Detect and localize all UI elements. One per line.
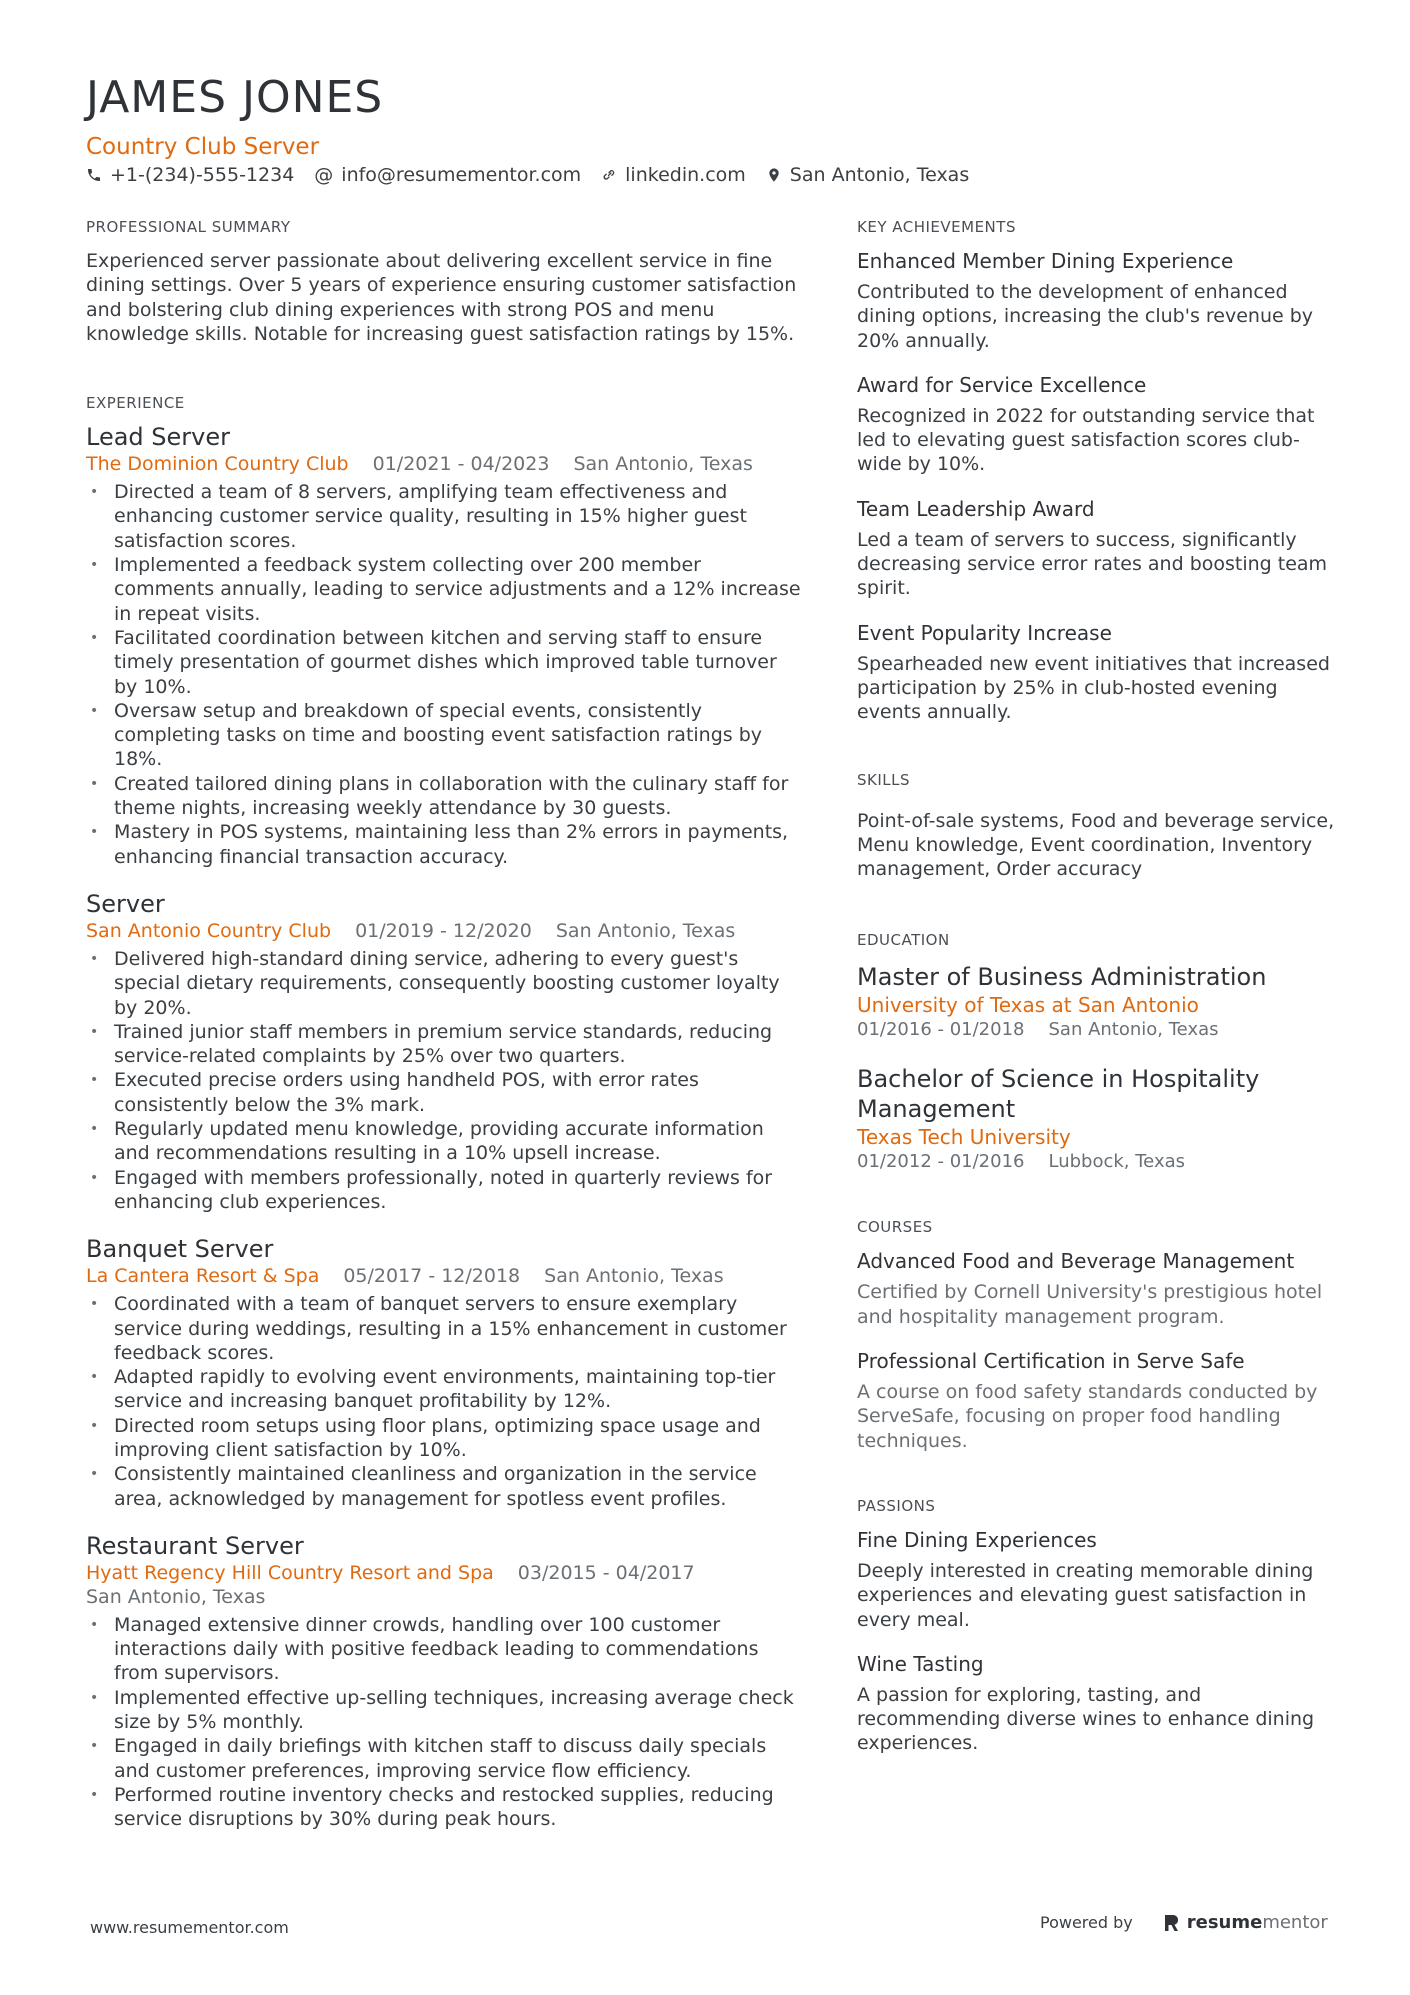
job-entry [86,1531,802,1832]
achievement-title: Enhanced Member Dining Experience [857,249,1234,273]
course-title: Advanced Food and Beverage Management [857,1249,1295,1274]
job-bullet: • Implemented effective up-selling techniques, increasing average check size by 5% monthly. [86,1686,802,1735]
job-title: Server [86,889,165,918]
job-bullet: • Delivered high-standard dining service, adhering to every guest's special dietary requirements, consequently boosting customer loyalty by 20%. [86,947,802,1020]
achievement-title: Award for Service Excellence [857,372,1147,397]
passion-desc: A passion for exploring, tasting, and recommending diverse wines to enhance dining experiences. [857,1683,1315,1755]
contact-location [766,164,969,186]
job-entry [86,889,802,1214]
job-meta [86,1561,802,1609]
summary-section [86,218,802,346]
courses-heading: COURSES [857,1218,933,1237]
footer-website-link[interactable]: www.resumementor.com [90,1918,289,1937]
summary-text: Experienced server passionate about delivering excellent service in fine dining settings. Over 5 years of experience ensuring customer satisfaction and bolstering club dining experiences with strong POS and menu knowledge skills. Notable for increasing guest satisfaction ratings by 15%. [86,250,797,345]
email-text: info@resumementor.com [341,164,582,186]
education-location: San Antonio, Texas [1048,1019,1219,1041]
education-section [857,931,1337,1174]
job-meta [86,452,802,476]
job-entry [86,1234,802,1511]
achievement-title: Event Popularity Increase [857,620,1112,645]
job-bullet: • Engaged with members professionally, noted in quarterly reviews for enhancing club experiences. [86,1166,802,1215]
job-entry [86,422,802,869]
contact-linkedin[interactable] [601,164,746,186]
course-desc: A course on food safety standards conducted by ServeSafe, focusing on proper food handling techniques. [857,1381,1318,1452]
education-heading: EDUCATION [857,931,950,950]
achievement-item [857,249,1337,353]
education-school: Texas Tech University [857,1125,1071,1150]
education-meta [857,1150,1337,1174]
powered-by-label: Powered by [1040,1913,1133,1932]
location-pin-icon [766,167,782,183]
achievement-desc: Led a team of servers to success, significantly decreasing service error rates and boosting team spirit. [857,528,1328,600]
job-dates: 01/2019 - 12/2020 [355,919,532,942]
footer-powered-by [1040,1912,1328,1933]
achievements-section [857,218,1337,725]
achievement-desc: Recognized in 2022 for outstanding service that led to elevating guest satisfaction scores club-wide by 10%. [857,404,1315,476]
education-location: Lubbock, Texas [1048,1151,1186,1173]
job-company: Hyatt Regency Hill Country Resort and Spa [86,1561,494,1584]
job-location: San Antonio, Texas [544,1265,724,1288]
resumementor-logo-icon [1163,1913,1181,1933]
job-bullet: • Consistently maintained cleanliness and organization in the service area, acknowledged by management for spotless event profiles. [86,1462,802,1511]
achievement-item [857,373,1337,477]
passions-heading: PASSIONS [857,1496,936,1515]
job-dates: 01/2021 - 04/2023 [372,453,550,476]
right-column [857,218,1337,1792]
job-title: Banquet Server [86,1235,274,1264]
job-bullet: • Facilitated coordination between kitchen and serving staff to ensure timely presentation of gourmet dishes which improved table turnover by 10%. [86,626,802,699]
job-company: San Antonio Country Club [86,919,332,942]
contact-bar [86,164,969,186]
course-desc: Certified by Cornell University's prestigious hotel and hospitality management program. [857,1281,1323,1328]
skills-text: Point-of-sale systems, Food and beverage service, Menu knowledge, Event coordination, Inventory management, Order accuracy [857,809,1335,881]
brand-name-light: mentor [1262,1912,1328,1933]
course-title: Professional Certification in Serve Safe [857,1349,1245,1374]
job-bullet: • Performed routine inventory checks and restocked supplies, reducing service disruptions by 30% during peak hours. [86,1783,802,1832]
contact-phone[interactable] [86,164,294,186]
education-item [857,1064,1337,1174]
education-degree: Bachelor of Science in Hospitality Management [857,1065,1260,1124]
summary-heading: PROFESSIONAL SUMMARY [86,218,291,236]
passion-title: Fine Dining Experiences [857,1527,1097,1552]
location-text: San Antonio, Texas [789,164,970,186]
skills-heading: SKILLS [857,770,911,789]
courses-section [857,1218,1337,1452]
job-bullets [86,480,802,869]
phone-icon [86,167,102,183]
job-bullet: • Managed extensive dinner crowds, handling over 100 customer interactions daily with positive feedback leading to commendations from supervisors. [86,1613,802,1686]
job-dates: 05/2017 - 12/2018 [343,1265,521,1288]
education-degree: Master of Business Administration [857,963,1267,992]
candidate-name: JAMES JONES [86,72,384,123]
skills-section [857,771,1337,882]
contact-email[interactable] [314,164,581,186]
job-bullet: • Coordinated with a team of banquet servers to ensure exemplary service during weddings, resulting in a 15% enhancement in customer feedback scores. [86,1292,802,1365]
passion-item [857,1652,1337,1756]
passions-section [857,1497,1337,1756]
achievement-title: Team Leadership Award [857,496,1095,521]
passion-desc: Deeply interested in creating memorable dining experiences and elevating guest satisfaction in every meal. [857,1559,1314,1631]
achievement-desc: Contributed to the development of enhanced dining options, increasing the club's revenue by 20% annually. [857,281,1314,352]
job-bullet: • Oversaw setup and breakdown of special events, consistently completing tasks on time and boosting event satisfaction ratings by 18%. [86,699,802,772]
job-bullets [86,1292,802,1511]
passion-title: Wine Tasting [857,1651,984,1676]
job-meta [86,1264,802,1288]
linkedin-text: linkedin.com [625,164,746,186]
brand-name-bold: resume [1186,1912,1263,1933]
education-dates: 01/2016 - 01/2018 [857,1019,1025,1041]
experience-heading: EXPERIENCE [86,394,185,413]
achievement-item [857,497,1337,601]
phone-text: +1-(234)-555-1234 [110,164,295,186]
job-bullet: • Executed precise orders using handheld POS, with error rates consistently below the 3% mark. [86,1068,802,1117]
job-meta [86,919,802,943]
education-item [857,962,1337,1042]
job-bullet: • Implemented a feedback system collecting over 200 member comments annually, leading to service adjustments and a 12% increase in repeat visits. [86,553,802,626]
job-bullet: • Mastery in POS systems, maintaining less than 2% errors in payments, enhancing financial transaction accuracy. [86,820,802,869]
job-dates: 03/2015 - 04/2017 [517,1561,695,1584]
job-location: San Antonio, Texas [86,1585,266,1608]
job-location: San Antonio, Texas [573,453,753,476]
course-item [857,1349,1337,1453]
achievement-desc: Spearheaded new event initiatives that increased participation by 25% in club-hosted evening events annually. [857,652,1330,724]
course-item [857,1249,1337,1329]
brand-logo[interactable] [1163,1912,1328,1933]
job-bullet: • Adapted rapidly to evolving event environments, maintaining top-tier service and increasing banquet profitability by 12%. [86,1365,802,1414]
job-title: Lead Server [86,423,230,452]
job-bullet: • Directed room setups using floor plans, optimizing space usage and improving client satisfaction by 10%. [86,1414,802,1463]
achievements-heading: KEY ACHIEVEMENTS [857,218,1016,236]
job-title: Restaurant Server [86,1531,304,1560]
education-meta [857,1018,1337,1042]
job-bullets [86,947,802,1214]
education-dates: 01/2012 - 01/2016 [857,1151,1025,1173]
job-bullet: • Created tailored dining plans in collaboration with the culinary staff for theme nights, increasing weekly attendance by 30 guests. [86,772,802,821]
job-bullet: • Directed a team of 8 servers, amplifying team effectiveness and enhancing customer service quality, resulting in 15% higher guest satisfaction scores. [86,480,802,553]
education-school: University of Texas at San Antonio [857,993,1199,1018]
left-column [86,218,802,1868]
job-bullets [86,1613,802,1832]
job-bullet: • Trained junior staff members in premium service standards, reducing service-related complaints by 25% over two quarters. [86,1020,802,1069]
at-icon: @ [314,164,334,186]
experience-section [86,394,802,1831]
link-icon [601,167,617,183]
job-bullet: • Regularly updated menu knowledge, providing accurate information and recommendations resulting in a 10% upsell increase. [86,1117,802,1166]
job-role-title: Country Club Server [86,134,320,160]
job-bullet: • Engaged in daily briefings with kitchen staff to discuss daily specials and customer preferences, improving service flow efficiency. [86,1734,802,1783]
passion-item [857,1528,1337,1632]
job-company: The Dominion Country Club [86,453,349,476]
achievement-item [857,621,1337,725]
job-company: La Cantera Resort & Spa [86,1265,320,1288]
job-location: San Antonio, Texas [555,919,736,942]
